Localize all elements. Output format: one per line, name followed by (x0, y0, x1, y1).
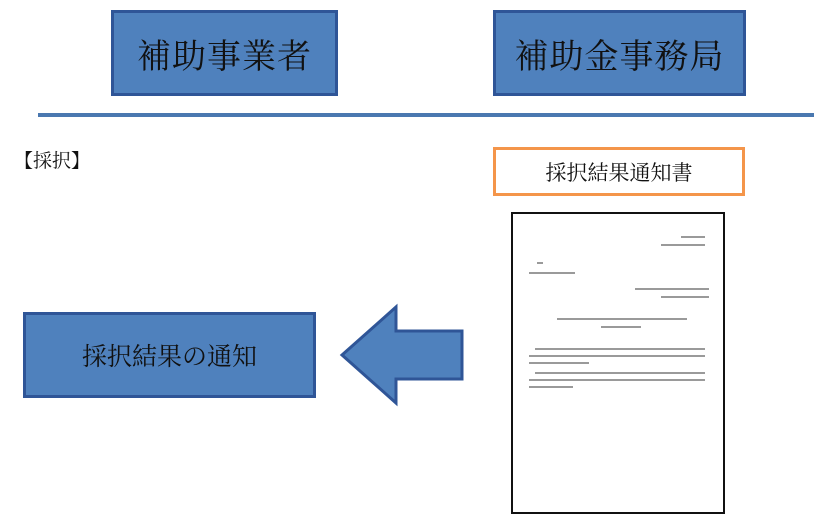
box-selection-notification (23, 312, 316, 398)
document-thumbnail (511, 212, 725, 514)
header-divider (38, 113, 814, 117)
document-title-box (493, 147, 745, 196)
left-arrow-icon (338, 303, 466, 407)
document-thumbnail-graphic (513, 214, 723, 512)
subsidy-recipient-label: 補助事業者 (137, 36, 312, 77)
section-label: 【採択】 (14, 150, 91, 172)
document-title: 採択結果通知書 (545, 160, 693, 185)
box-subsidy-office (493, 10, 746, 96)
selection-notification-label: 採択結果の通知 (81, 342, 257, 371)
box-subsidy-recipient (111, 10, 338, 96)
subsidy-office-label: 補助金事務局 (514, 36, 725, 77)
